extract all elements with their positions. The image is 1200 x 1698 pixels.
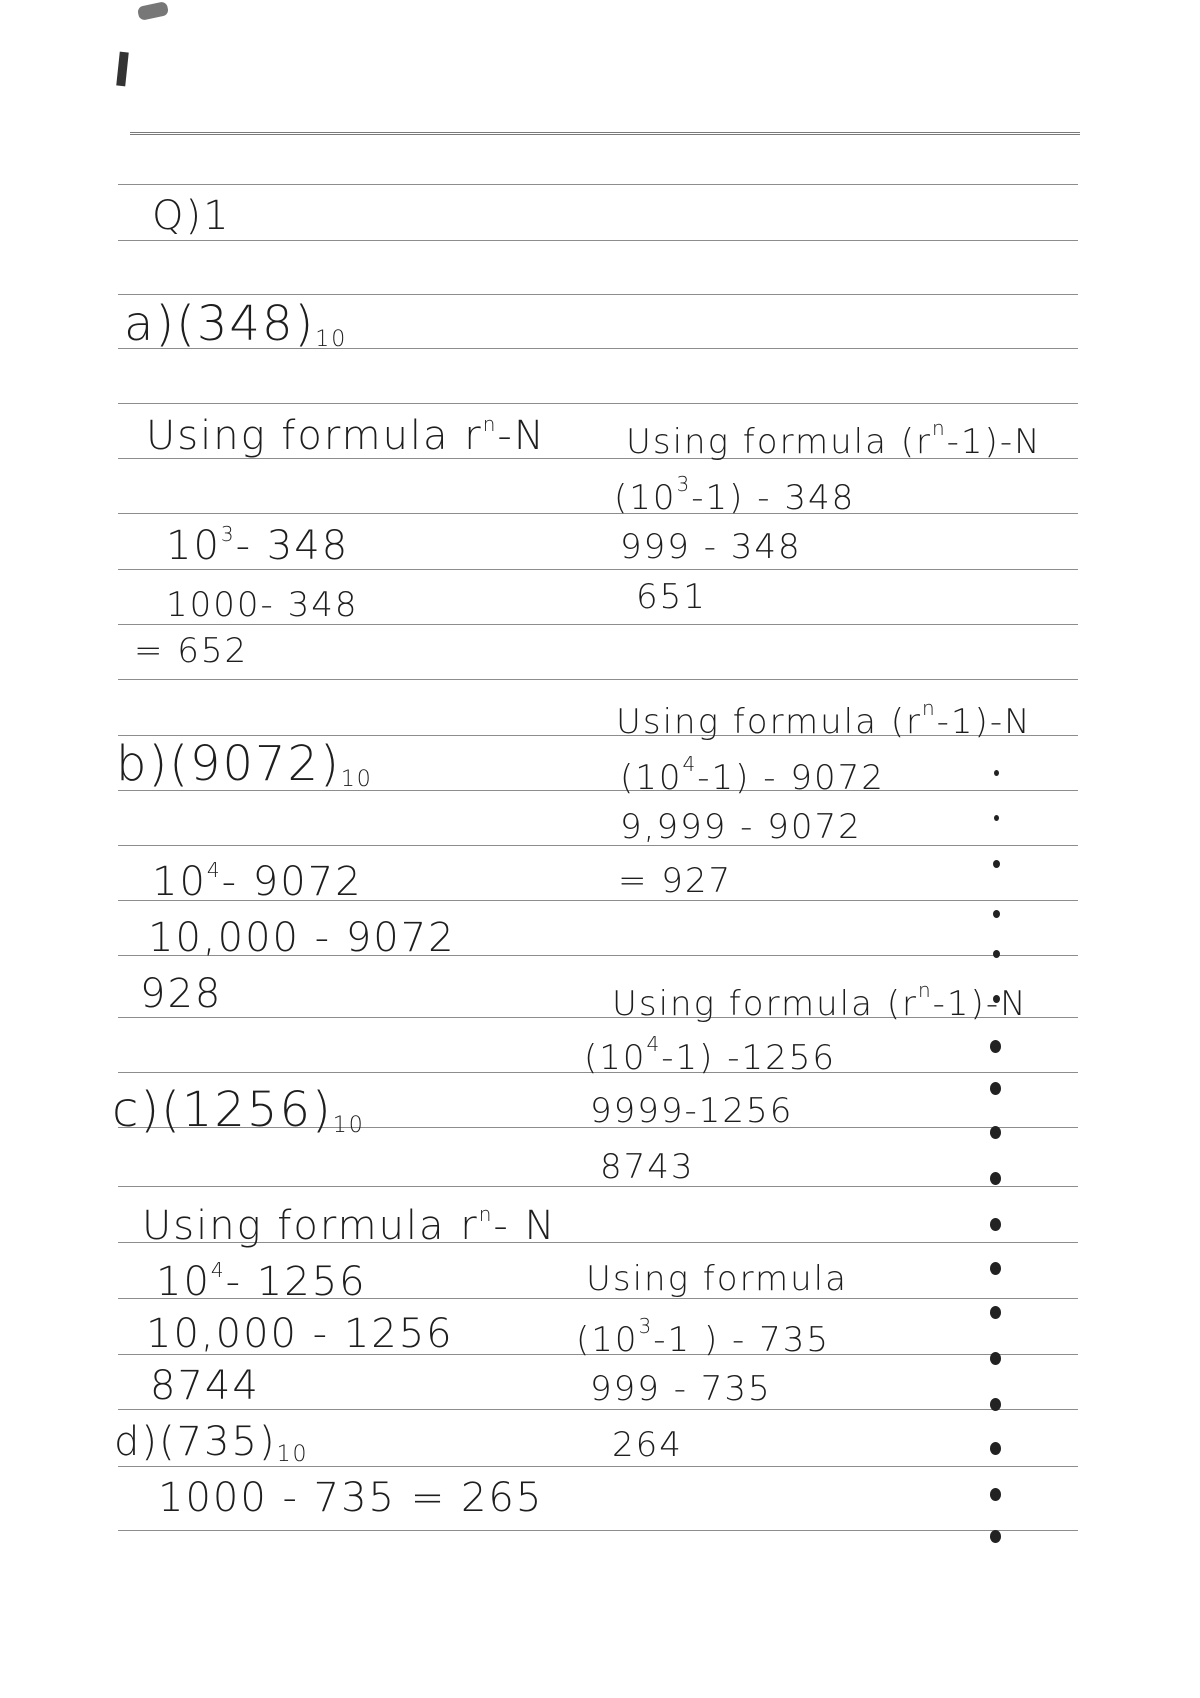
binding-dot xyxy=(990,1398,1001,1411)
binding-dot xyxy=(993,860,1000,868)
binding-dot xyxy=(990,1172,1001,1185)
binding-dot xyxy=(990,1040,1001,1053)
part-d-right-step-1: ($10^3-1$ ) - 735 xyxy=(576,1314,831,1360)
part-d-right-step-2: 999 - 735 xyxy=(590,1369,772,1409)
binding-dot xyxy=(990,1352,1001,1365)
part-b-left-result: 928 xyxy=(140,971,223,1017)
part-a-right-step-1: $(10^3-1) - 348$ xyxy=(614,472,856,518)
part-c-base: 10 xyxy=(332,1113,365,1138)
part-b-right-step-2: 9,999 - 9072 xyxy=(620,807,862,847)
binding-dot xyxy=(990,1218,1001,1231)
part-b-right-step-1: $(10^4-1) - 9072$ xyxy=(620,752,885,798)
part-a-left-heading: Using formula $r^n-N$ xyxy=(146,412,546,459)
ruled-line xyxy=(118,403,1078,404)
binding-dot xyxy=(993,950,1000,958)
part-a-number: (348) xyxy=(176,296,316,352)
part-c-left-result: 8744 xyxy=(150,1363,260,1409)
binding-dot xyxy=(990,1530,1001,1543)
binding-dot xyxy=(990,1262,1001,1275)
scan-mark xyxy=(137,1,169,21)
part-b-right-result: = 927 xyxy=(618,861,733,901)
part-b-label: b) xyxy=(116,736,170,792)
part-c-number: (1256) xyxy=(161,1082,333,1138)
ruled-line xyxy=(118,1466,1078,1467)
part-b-right-heading: Using formula $(r^n-1)-N$ xyxy=(616,696,1032,742)
part-b-left-step-2: 10,000 - 9072 xyxy=(148,915,456,961)
part-b-heading xyxy=(116,736,373,792)
part-a-label: a) xyxy=(124,296,177,352)
binding-dot xyxy=(990,1126,1001,1139)
ruled-line xyxy=(118,1530,1078,1531)
binding-dot xyxy=(990,1306,1001,1319)
scan-mark xyxy=(116,52,129,87)
ruled-line xyxy=(118,569,1078,570)
binding-dot xyxy=(990,1488,1001,1501)
ruled-line xyxy=(118,1186,1078,1187)
part-b-base: 10 xyxy=(340,767,373,792)
binding-dot xyxy=(990,1442,1001,1455)
part-c-right-result: 8743 xyxy=(600,1147,695,1187)
part-c-right-heading: Using formula $(r^n-1)-N$ xyxy=(612,978,1028,1024)
part-c-right-step-1: $(10^4-1)$ -1256 xyxy=(584,1032,837,1078)
ruled-line xyxy=(118,679,1078,680)
part-c-left-heading: Using formula $r^n-$ N xyxy=(142,1202,557,1249)
part-a-right-step-2: 999 - 348 xyxy=(620,527,802,567)
ruled-line xyxy=(118,184,1078,185)
part-b-number: (9072) xyxy=(169,736,341,792)
ruled-line xyxy=(118,845,1078,846)
binding-dot xyxy=(993,910,1000,918)
part-d-label: d) xyxy=(114,1419,159,1465)
part-c-left-step-2: 10,000 - 1256 xyxy=(146,1311,454,1357)
part-a-left-step-1: $10^3-$ 348 xyxy=(166,522,350,569)
part-a-base: 10 xyxy=(315,327,348,352)
part-d-number: (735) xyxy=(159,1419,277,1465)
ruled-line xyxy=(118,240,1078,241)
ruled-line xyxy=(118,1409,1078,1410)
part-a-left-step-2: 1000- 348 xyxy=(166,585,359,625)
binding-dot xyxy=(990,1082,1001,1095)
part-b-left-step-1: $10^4-$ 9072 xyxy=(152,858,363,905)
ruled-line xyxy=(118,294,1078,295)
part-c-heading xyxy=(112,1082,365,1138)
binding-dot xyxy=(994,770,999,776)
part-d-right-heading: Using formula xyxy=(586,1259,848,1299)
question-label: Q)1 xyxy=(152,193,231,239)
part-a-heading xyxy=(124,296,348,352)
part-d-base: 10 xyxy=(276,1442,309,1467)
part-c-label: c) xyxy=(112,1082,162,1138)
part-c-left-step-1: $10^4-$ 1256 xyxy=(156,1258,367,1305)
part-a-right-result: 651 xyxy=(636,577,707,617)
part-d-heading xyxy=(114,1419,309,1467)
part-a-right-heading: Using formula $(r^n-1)-N$ xyxy=(626,416,1042,462)
part-d-right-result: 264 xyxy=(612,1425,683,1465)
ruled-line xyxy=(118,513,1078,514)
binding-dot xyxy=(994,815,999,821)
part-d-left-step-1: 1000 - 735 = 265 xyxy=(158,1475,544,1521)
page-top-rule xyxy=(130,132,1080,135)
part-a-left-result: = 652 xyxy=(134,631,249,671)
part-c-right-step-2: 9999-1256 xyxy=(590,1091,794,1131)
